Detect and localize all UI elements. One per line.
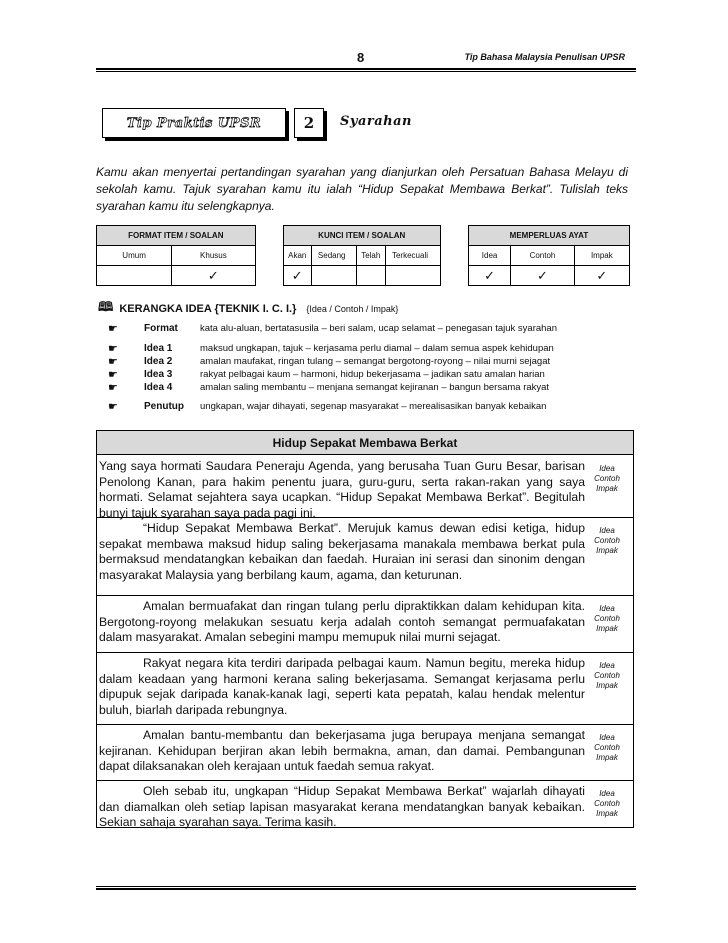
essay-paragraph bbox=[97, 653, 633, 725]
kerangka-desc: amalan maufakat, ringan tulang – semangat bergotong-royong – nilai murni sejagat bbox=[200, 356, 551, 367]
kerangka-label: Idea 4 bbox=[144, 382, 173, 393]
page-number: 8 bbox=[357, 50, 365, 65]
pointing-hand-icon: ☛ bbox=[108, 323, 118, 335]
kerangka-desc: maksud ungkapan, tajuk – kerjasama perlu diamal – dalam semua aspek kehidupan bbox=[200, 343, 554, 354]
kerangka-desc: kata alu-aluan, bertatasusila – beri salam, ucap selamat – penegasan tajuk syarahan bbox=[200, 323, 557, 334]
kerangka-label: Idea 3 bbox=[144, 369, 173, 380]
tip-number-badge: 2 bbox=[294, 108, 324, 138]
format-col: Khusus bbox=[172, 246, 255, 266]
kerangka-heading bbox=[98, 298, 398, 320]
paragraph-text: Rakyat negara kita terdiri daripada pelbagai kaum. Namun begitu, mereka hidup dalam keadaan yang harmoni kerana saling bekerjasama. Semangat kerjasama perlu dipupuk sejak daripada kanak-kanak lagi, seperti kata pepatah, kalau hendak melentur buluh, biarlah daripada rebungnya. bbox=[99, 656, 585, 717]
kerangka-title: KERANGKA IDEA {TEKNIK I. C. I.} bbox=[119, 303, 297, 315]
kerangka-desc: rakyat pelbagai kaum – harmoni, hidup bekerjasama – jadikan satu amalan harian bbox=[200, 369, 545, 380]
kerangka-row bbox=[108, 322, 557, 335]
question-intro: Kamu akan menyertai pertandingan syarahan yang dianjurkan oleh Persatuan Bahasa Melayu di sekolah kamu. Tajuk syarahan kamu itu ialah “Hidup Sepakat Membawa Berkat”. Tulislah teks syarahan kamu itu selengkapnya. bbox=[96, 165, 628, 213]
pointing-hand-icon: ☛ bbox=[108, 401, 118, 413]
kerangka-label: Penutup bbox=[144, 401, 184, 412]
pointing-hand-icon: ☛ bbox=[108, 382, 118, 394]
topic-title: Syarahan bbox=[340, 114, 412, 129]
header-rule bbox=[96, 68, 636, 72]
ici-tags: Idea Contoh Impak bbox=[594, 526, 620, 555]
essay-paragraph bbox=[97, 456, 633, 518]
essay-box bbox=[96, 430, 634, 828]
pointing-hand-icon: ☛ bbox=[108, 369, 118, 381]
ici-tags: Idea Contoh Impak bbox=[594, 733, 620, 762]
check-icon: ✓ bbox=[468, 266, 510, 286]
header-title: Tip Bahasa Malaysia Penulisan UPSR bbox=[464, 52, 625, 62]
ici-tags: Idea Contoh Impak bbox=[594, 789, 620, 818]
tip-praktis-badge: Tip Praktis UPSR bbox=[102, 108, 286, 138]
kerangka-detail: {Idea / Contoh / Impak} bbox=[306, 304, 399, 314]
essay-paragraph bbox=[97, 725, 633, 781]
paragraph-text: Amalan bantu-membantu dan bekerjasama juga berupaya menjana semangat kejiranan. Kehidupan berjiran akan lebih bermakna, aman, dan damai. Pembangunan dapat dilaksanakan oleh kerajaan untuk faedah semua rakyat. bbox=[99, 728, 585, 773]
essay-paragraph bbox=[97, 781, 633, 827]
footer-rule bbox=[96, 886, 636, 890]
ici-tags: Idea Contoh Impak bbox=[594, 661, 620, 690]
essay-paragraph bbox=[97, 518, 633, 596]
check-icon: ✓ bbox=[172, 266, 255, 286]
kunci-header: KUNCI ITEM / SOALAN bbox=[283, 226, 440, 246]
paragraph-text: “Hidup Sepakat Membawa Berkat”. Merujuk kamus dewan edisi ketiga, hidup sepakat membawa maksud hidup saling bekerjasama manakala membawa berkat pula bermaksud mendatangkan kebaikan dan faedah. Huraian ini serasi dan sinonim dengan masyarakat Malaysia yang berbilang kaum, agama, dan keturunan. bbox=[99, 521, 585, 582]
essay-paragraph bbox=[97, 596, 633, 653]
format-col: Umum bbox=[97, 246, 172, 266]
kunci-col: Telah bbox=[356, 246, 385, 266]
memperluas-col: Impak bbox=[574, 246, 629, 266]
essay-title: Hidup Sepakat Membawa Berkat bbox=[97, 431, 633, 455]
kunci-col: Terkecuali bbox=[385, 246, 440, 266]
book-icon: 🕮 bbox=[98, 299, 114, 314]
kerangka-row bbox=[108, 381, 549, 394]
paragraph-text: Amalan bermuafakat dan ringan tulang perlu dipraktikkan dalam kehidupan kita. Bergotong-royong melakukan sesuatu kerja adalah contoh semangat permuafakatan dalam masyarakat. Amalan sebegini mampu memupuk nilai murni sejagat. bbox=[99, 599, 585, 644]
item-analysis-table bbox=[96, 225, 630, 286]
kerangka-row bbox=[108, 355, 550, 368]
kerangka-label: Idea 2 bbox=[144, 356, 173, 367]
check-icon: ✓ bbox=[574, 266, 629, 286]
kunci-col: Sedang bbox=[311, 246, 356, 266]
check-icon: ✓ bbox=[511, 266, 574, 286]
memperluas-col: Contoh bbox=[511, 246, 574, 266]
kerangka-row bbox=[108, 400, 546, 413]
check-icon: ✓ bbox=[283, 266, 311, 286]
kerangka-desc: amalan saling membantu – menjana semangat kejiranan – bangun bersama rakyat bbox=[200, 382, 550, 393]
format-header: FORMAT ITEM / SOALAN bbox=[97, 226, 256, 246]
memperluas-header: MEMPERLUAS AYAT bbox=[468, 226, 629, 246]
pointing-hand-icon: ☛ bbox=[108, 343, 118, 355]
ici-tags: Idea Contoh Impak bbox=[594, 604, 620, 633]
kunci-col: Akan bbox=[283, 246, 311, 266]
kerangka-label: Format bbox=[144, 323, 178, 334]
kerangka-row bbox=[108, 342, 554, 355]
paragraph-text: Oleh sebab itu, ungkapan “Hidup Sepakat Membawa Berkat” wajarlah dihayati dan diamalkan oleh setiap lapisan masyarakat kerana mendatangkan banyak kebaikan. Sekian sahaja syarahan saya. Terima kasih. bbox=[99, 784, 585, 829]
kerangka-label: Idea 1 bbox=[144, 343, 173, 354]
paragraph-text: Yang saya hormati Saudara Peneraju Agenda, yang berusaha Tuan Guru Besar, barisan Penolong Kanan, para hakim penentu juara, guru-guru, serta rakan-rakan yang saya hormati. Selamat sejahtera saya ucapkan. “Hidup Sepakat Membawa Berkat”. Begitulah bunyi tajuk syarahan saya pada pagi ini. bbox=[99, 459, 585, 520]
memperluas-col: Idea bbox=[468, 246, 510, 266]
kerangka-row bbox=[108, 368, 545, 381]
ici-tags: Idea Contoh Impak bbox=[594, 464, 620, 493]
pointing-hand-icon: ☛ bbox=[108, 356, 118, 368]
kerangka-desc: ungkapan, wajar dihayati, segenap masyarakat – merealisasikan banyak kebaikan bbox=[200, 401, 547, 412]
